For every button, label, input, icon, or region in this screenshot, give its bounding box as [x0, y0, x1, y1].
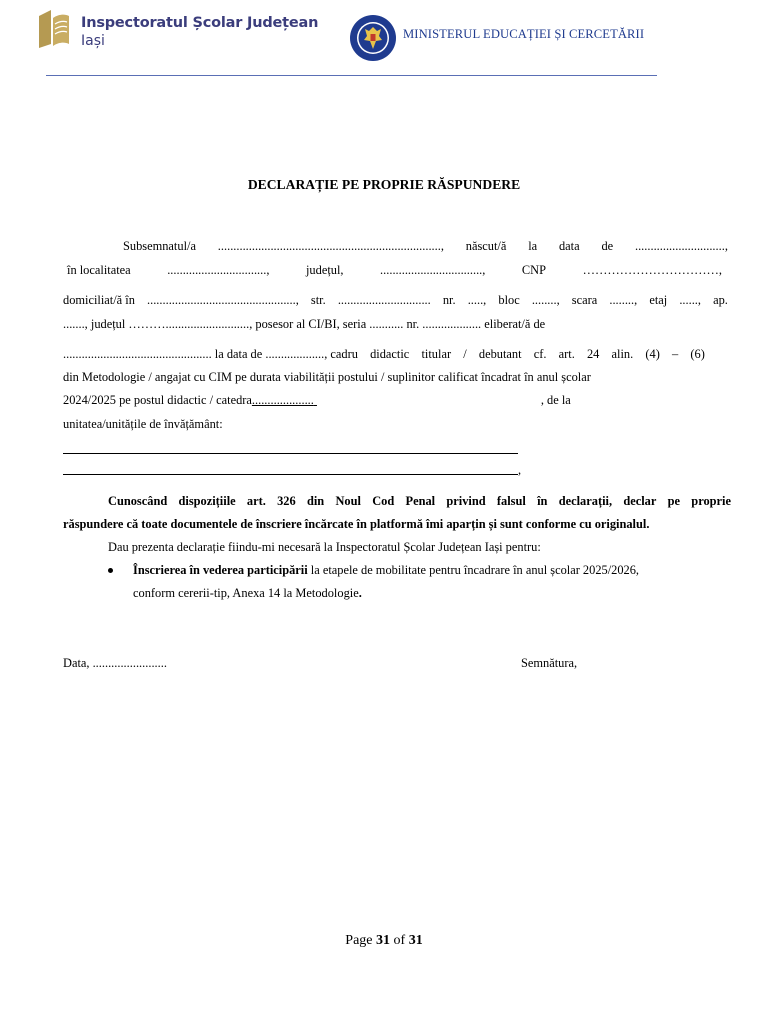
text-segment: ......,: [679, 293, 701, 307]
text-segment: declar: [623, 494, 657, 508]
text-segment: județul,: [305, 263, 344, 277]
text-segment: (6): [690, 347, 705, 361]
bullet-line-2: [133, 585, 362, 601]
purpose-line: Dau prezenta declarație fiindu-mi necesară la Inspectoratul Școlar Județean Iași pentru:: [108, 540, 541, 554]
header-divider: [46, 75, 657, 76]
text-segment: str.: [310, 293, 326, 307]
text-segment: ................................................,: [147, 293, 299, 307]
text-segment: dispozițiile: [178, 494, 236, 508]
text-segment: ..............................: [337, 293, 431, 307]
page-header: [0, 0, 768, 78]
page-number: [0, 933, 768, 949]
text-segment: Penal: [405, 494, 436, 508]
text-segment: scara: [571, 293, 598, 307]
statement-line-1: [108, 493, 731, 509]
text-segment: bloc: [498, 293, 520, 307]
text-segment: declarații,: [558, 494, 613, 508]
text-segment: .....,: [467, 293, 487, 307]
line-post-didactic: [63, 392, 571, 408]
line-domiciliu: [63, 292, 728, 308]
page-word: Page: [345, 933, 373, 948]
text-segment: etaj: [649, 293, 668, 307]
text-segment: /: [463, 347, 467, 361]
text-segment: în localitatea: [67, 263, 131, 277]
text-segment: Cunoscând: [108, 494, 168, 508]
line-subsemnatul: [123, 238, 728, 254]
text-segment: ................................................ la data de ..................., cadru: [63, 347, 358, 361]
text-segment: domiciliat/ă în: [63, 293, 135, 307]
government-seal-icon: [349, 14, 397, 62]
isj-city: Iași: [81, 33, 105, 49]
document-title: DECLARAȚIE PE PROPRIE RĂSPUNDERE: [247, 177, 521, 192]
line-unitatea: unitatea/unitățile de învățământ:: [63, 417, 223, 431]
text-segment: .............................,: [634, 239, 728, 253]
text-segment: , de la: [540, 393, 571, 407]
isj-name: Inspectoratul Școlar Județean: [81, 15, 319, 31]
blank-line-2: [63, 474, 518, 475]
text-segment: în: [537, 494, 548, 508]
line-localitate: [67, 262, 722, 278]
line-metodologie: din Metodologie / angajat cu CIM pe durata viabilității postului / suplinitor calificat încadrat în anul școlar: [63, 370, 591, 384]
catedra-underline: [314, 392, 541, 408]
text-segment: didactic: [370, 347, 410, 361]
text-segment: (4): [645, 347, 660, 361]
text-segment: la: [528, 239, 538, 253]
text-segment: ap.: [713, 293, 728, 307]
text-segment: art.: [558, 347, 575, 361]
text-segment: alin.: [611, 347, 634, 361]
text-segment: 24: [586, 347, 600, 361]
text-segment: 326: [277, 494, 296, 508]
text-segment: art.: [246, 494, 266, 508]
text-segment: privind: [446, 494, 486, 508]
text-segment: titular: [421, 347, 452, 361]
text-segment: născut/ă: [465, 239, 507, 253]
line-eliberat-data: [63, 346, 705, 362]
bullet-bold-text: Înscrierea în vederea participării: [133, 563, 308, 577]
text-segment: de: [601, 239, 614, 253]
text-segment: falsul: [496, 494, 526, 508]
line-judet-ci: ......., județul ………..........................., posesor al CI/BI, seria ........... nr. ................... eliberat/ă de: [63, 317, 546, 331]
text-segment: pe: [667, 494, 681, 508]
bullet-text: conform cererii-tip, Anexa 14 la Metodologie: [133, 586, 359, 600]
blank-line-1: [63, 453, 518, 454]
bullet-icon: [108, 568, 113, 573]
page-current: 31: [376, 933, 391, 948]
text-segment: Noul: [335, 494, 361, 508]
text-segment: cf.: [533, 347, 547, 361]
isj-logo-icon: [37, 8, 71, 50]
text-segment: Subsemnatul/a: [123, 239, 196, 253]
catedra-blank: ....................: [251, 393, 314, 407]
text-segment: .................................,: [380, 263, 486, 277]
text-segment: ……………………………,: [582, 263, 722, 277]
text-segment: proprie: [691, 494, 731, 508]
bullet-text: la etapele de mobilitate pentru încadrare în anul școlar 2025/2026,: [307, 563, 640, 577]
page-total: 31: [408, 933, 423, 948]
statement-line-2: răspundere că toate documentele de înscriere încărcate în platformă îmi aparțin și sunt conforme cu originalul.: [63, 517, 650, 531]
text-segment: CNP: [521, 263, 547, 277]
blank-line-comma: ,: [518, 463, 522, 477]
text-segment: data: [558, 239, 580, 253]
text-segment: din: [306, 494, 325, 508]
text-segment: –: [672, 347, 679, 361]
ministry-name: MINISTERUL EDUCAȚIEI ȘI CERCETĂRII: [403, 27, 645, 41]
of-word: of: [393, 933, 406, 948]
text-segment: ........,: [531, 293, 560, 307]
bullet-period: .: [358, 586, 362, 600]
bullet-line-1: [133, 562, 639, 578]
text-segment: ........................................................................,: [217, 239, 444, 253]
text-segment: debutant: [478, 347, 522, 361]
text-segment: 2024/2025 pe postul didactic / catedra: [63, 393, 252, 407]
text-segment: nr.: [442, 293, 456, 307]
text-segment: ................................,: [167, 263, 270, 277]
text-segment: Cod: [372, 494, 395, 508]
signature-label: Semnătura,: [521, 656, 578, 670]
text-segment: ........,: [609, 293, 638, 307]
date-label: Data, ........................: [63, 656, 167, 670]
